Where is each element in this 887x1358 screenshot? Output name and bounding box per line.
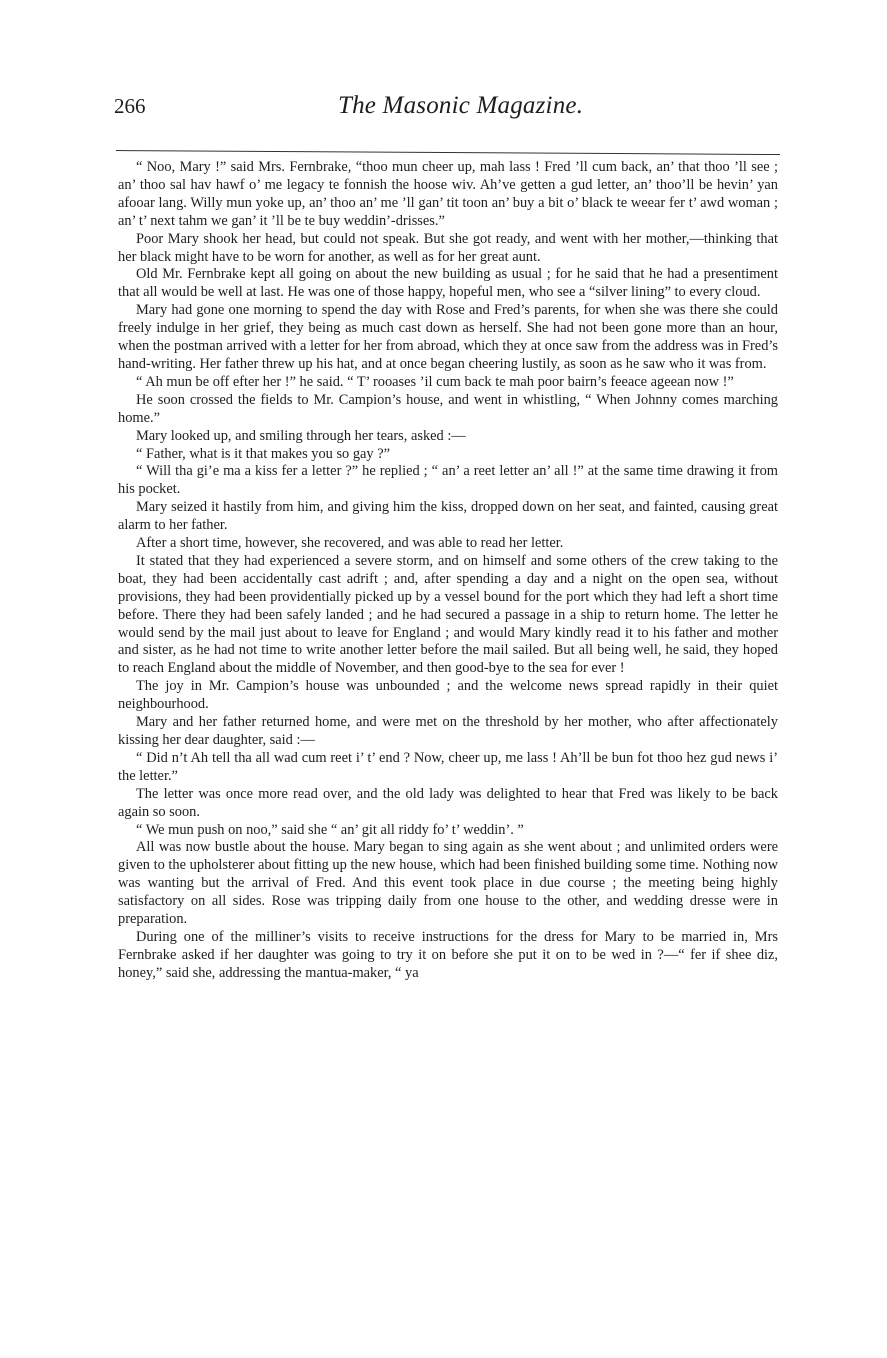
paragraph: “ Noo, Mary !” said Mrs. Fernbrake, “thoo mun cheer up, mah lass ! Fred ’ll cum back, an’ that thoo ’ll see ; an’ thoo sal hav hawf o’ me legacy te fonnish the hoose wiv. Ah’ve getten a gud letter, an’ thoo’ll be hevin’ yan afooar lang. Willy mun yoke up, an’ thoo an’ me ’ll gan’ tit toon an’ buy a bit o’ black te weear fer t’ awd woman ; an’ t’ next tahm we gan’ it ’ll be te buy weddin’-drisses.” [118,159,778,229]
paragraph: The letter was once more read over, and the old lady was delighted to hear that Fred was likely to be back again so soon. [118,785,778,820]
paragraph: “ Father, what is it that makes you so gay ?” [136,445,390,462]
header-rule [116,150,780,155]
running-title: The Masonic Magazine. [338,92,584,119]
paragraph: “ Ah mun be off efter her !” he said. “ T’ rooases ’il cum back te mah poor bairn’s feeace ageean now !” [136,373,734,390]
paragraph: During one of the milliner’s visits to receive instructions for the dress for Mary to be married in, Mrs Fernbrake asked if her daughter was going to try it on before she put it on to be wed in ?—“ fer if shee diz, honey,” said she, addressing the mantua-maker, “ ya [118,928,778,981]
paragraph: Mary seized it hastily from him, and giving him the kiss, dropped down on her seat, and fainted, causing great alarm to her father. [118,499,778,534]
paragraph: Poor Mary shook her head, but could not speak. But she got ready, and went with her mother,—thinking that her black might have to be worn for another, as well as for her great aunt. [118,230,778,265]
page-number: 266 [114,94,146,118]
paragraph: It stated that they had experienced a severe storm, and on himself and some others of the crew taking to the boat, they had been accidentally cast adrift ; and, after spending a day and a night on the open sea, without provisions, they had been providentially picked up by a vessel bound for the port which they had left a short time before. There they had been safely landed ; and he had secured a passage in a ship to return home. The letter he would send by the mail just about to leave for England ; and would Mary kindly read it to his father and mother and sister, as he had not time to write another letter before the mail sailed. But all being well, he said, they hoped to reach England about the middle of November, and then good-bye to the sea for ever ! [118,552,778,677]
paragraph: “ Did n’t Ah tell tha all wad cum reet i’ t’ end ? Now, cheer up, me lass ! Ah’ll be bun fot thoo hez gud news i’ the letter.” [118,749,778,784]
paragraph: Mary and her father returned home, and were met on the threshold by her mother, who after affectionately kissing her dear daughter, said :— [118,714,778,748]
paragraph: He soon crossed the fields to Mr. Campion’s house, and went in whistling, “ When Johnny comes marching home.” [118,391,778,426]
paragraph: After a short time, however, she recovered, and was able to read her letter. [136,535,564,552]
paragraph: The joy in Mr. Campion’s house was unbounded ; and the welcome news spread rapidly in their quiet neighbourhood. [118,678,778,713]
paragraph: Old Mr. Fernbrake kept all going on about the new building as usual ; for he said that he had a presentiment that all would be well at last. He was one of those happy, hopeful men, who see a “silver lining” to every cloud. [118,266,778,301]
paragraph: “ We mun push on noo,” said she “ an’ git all riddy fo’ t’ weddin’. ” [136,821,524,838]
page-header [112,88,780,132]
article-body [118,159,778,983]
paragraph: Mary looked up, and smiling through her tears, asked :— [136,427,466,444]
paragraph: All was now bustle about the house. Mary began to sing again as she went about ; and unlimited orders were given to the upholsterer about fitting up the new house, which had been finished building some time. Nothing now was wanting but the arrival of Fred. And this event took place in due course ; the meeting being highly satisfactory on all sides. Rose was tripping daily from one house to the other, and wedding dresse were in preparation. [118,839,778,928]
paragraph: Mary had gone one morning to spend the day with Rose and Fred’s parents, for when she was there she could freely indulge in her grief, they being as much cast down as herself. She had not been gone more than an hour, when the postman arrived with a letter for her from abroad, which they at once saw from the address was in Fred’s hand-writing. Her father threw up his hat, and at once began cheering lustily, as soon as he saw who it was from. [118,302,778,372]
paragraph: “ Will tha gi’e ma a kiss fer a letter ?” he replied ; “ an’ a reet letter an’ all !” at the same time drawing it from his pocket. [118,463,778,498]
